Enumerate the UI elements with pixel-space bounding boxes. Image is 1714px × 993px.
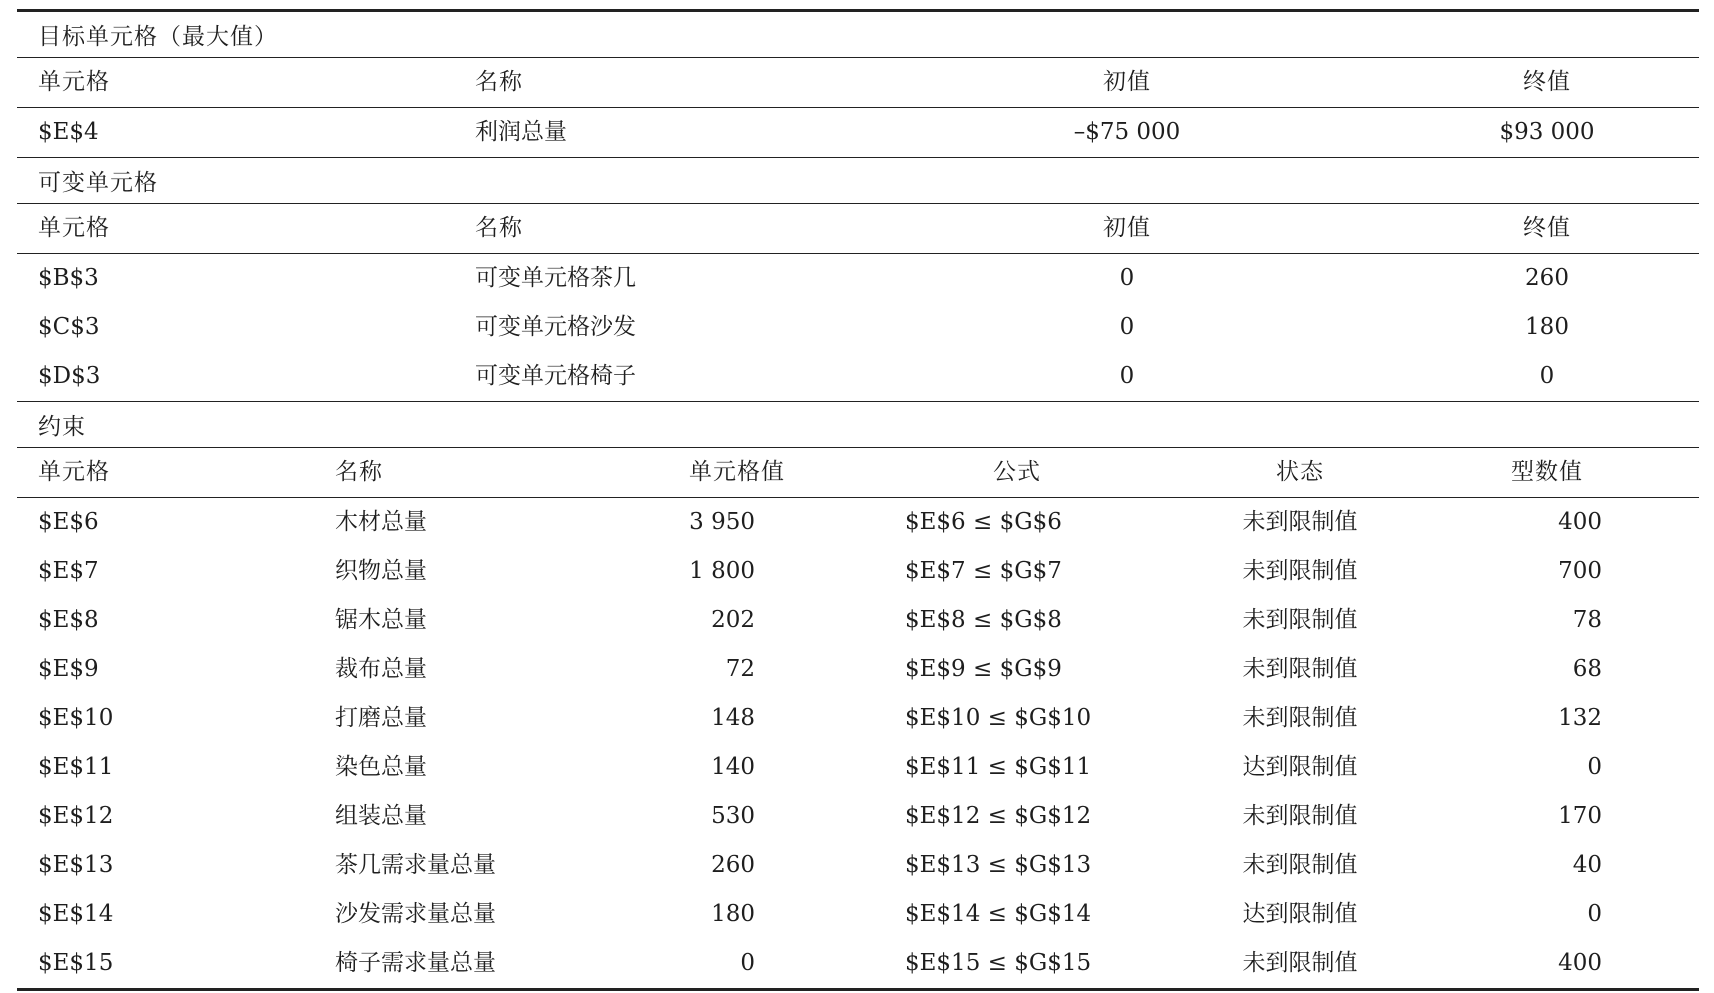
cell-value: 1 800 <box>689 558 755 584</box>
cell-ref: $E$10 <box>38 705 114 731</box>
bottom-rule <box>17 988 1699 991</box>
cell-name: 裁布总量 <box>335 656 427 682</box>
objective-title: 目标单元格（最大值） <box>38 24 278 50</box>
cell-initial: –$75 000 <box>1073 119 1181 145</box>
cell-name: 可变单元格沙发 <box>475 314 636 340</box>
objective-header-row <box>17 58 1699 107</box>
table-row <box>17 743 1699 792</box>
cell-ref: $D$3 <box>38 363 101 389</box>
cell-initial: 0 <box>1119 265 1135 291</box>
table-row <box>17 498 1699 547</box>
header-initial: 初值 <box>1103 69 1151 95</box>
cell-formula: $E$8 ≤ $G$8 <box>905 607 1062 633</box>
header-name: 名称 <box>475 69 523 95</box>
header-slack: 型数值 <box>1511 459 1583 485</box>
cell-final: 0 <box>1539 363 1555 389</box>
cell-value: 3 950 <box>689 509 755 535</box>
cell-formula: $E$12 ≤ $G$12 <box>905 803 1092 829</box>
constraints-section <box>17 402 1699 988</box>
header-name: 名称 <box>475 215 523 241</box>
cell-formula: $E$10 ≤ $G$10 <box>905 705 1092 731</box>
header-cell: 单元格 <box>38 69 110 95</box>
cell-status: 未到限制值 <box>1242 607 1358 633</box>
cell-slack: 68 <box>1572 656 1602 682</box>
cell-value: 530 <box>711 803 755 829</box>
cell-ref: $E$11 <box>38 754 114 780</box>
cell-initial: 0 <box>1119 363 1135 389</box>
cell-status: 未到限制值 <box>1242 950 1358 976</box>
variables-header-row <box>17 204 1699 253</box>
cell-formula: $E$11 ≤ $G$11 <box>905 754 1092 780</box>
constraints-header-row <box>17 448 1699 497</box>
header-status: 状态 <box>1276 459 1324 485</box>
cell-formula: $E$9 ≤ $G$9 <box>905 656 1062 682</box>
header-final: 终值 <box>1523 215 1571 241</box>
table-row <box>17 694 1699 743</box>
cell-final: 180 <box>1525 314 1569 340</box>
header-final: 终值 <box>1523 69 1571 95</box>
cell-status: 达到限制值 <box>1242 754 1358 780</box>
cell-value: 202 <box>711 607 755 633</box>
cell-ref: $E$4 <box>38 119 99 145</box>
table-row <box>17 254 1699 303</box>
table-row <box>17 303 1699 352</box>
cell-ref: $E$6 <box>38 509 99 535</box>
cell-name: 可变单元格茶几 <box>475 265 636 291</box>
cell-ref: $B$3 <box>38 265 99 291</box>
cell-ref: $E$14 <box>38 901 114 927</box>
cell-name: 组装总量 <box>335 803 427 829</box>
cell-name: 沙发需求量总量 <box>335 901 496 927</box>
cell-final: 260 <box>1525 265 1569 291</box>
cell-slack: 400 <box>1558 509 1602 535</box>
cell-final: $93 000 <box>1499 119 1595 145</box>
header-cell: 单元格 <box>38 459 110 485</box>
cell-formula: $E$6 ≤ $G$6 <box>905 509 1062 535</box>
cell-formula: $E$14 ≤ $G$14 <box>905 901 1092 927</box>
cell-slack: 170 <box>1558 803 1602 829</box>
cell-status: 未到限制值 <box>1242 509 1358 535</box>
cell-name: 打磨总量 <box>335 705 427 731</box>
table-row <box>17 939 1699 988</box>
cell-name: 利润总量 <box>475 119 567 145</box>
cell-status: 未到限制值 <box>1242 803 1358 829</box>
table-row <box>17 352 1699 401</box>
header-name: 名称 <box>335 459 383 485</box>
solver-report <box>17 9 1699 991</box>
table-row <box>17 547 1699 596</box>
cell-name: 锯木总量 <box>335 607 427 633</box>
cell-value: 140 <box>711 754 755 780</box>
cell-status: 未到限制值 <box>1242 558 1358 584</box>
table-row <box>17 841 1699 890</box>
variables-section <box>17 158 1699 401</box>
table-row <box>17 890 1699 939</box>
cell-status: 未到限制值 <box>1242 656 1358 682</box>
objective-section <box>17 12 1699 157</box>
cell-ref: $E$9 <box>38 656 99 682</box>
cell-slack: 0 <box>1587 901 1602 927</box>
table-row <box>17 108 1699 157</box>
table-row <box>17 596 1699 645</box>
table-row <box>17 645 1699 694</box>
cell-slack: 78 <box>1572 607 1602 633</box>
cell-status: 未到限制值 <box>1242 705 1358 731</box>
cell-name: 茶几需求量总量 <box>335 852 496 878</box>
cell-slack: 400 <box>1558 950 1602 976</box>
cell-slack: 40 <box>1572 852 1602 878</box>
cell-name: 木材总量 <box>335 509 427 535</box>
cell-status: 达到限制值 <box>1242 901 1358 927</box>
constraints-title: 约束 <box>38 414 86 440</box>
cell-value: 0 <box>740 950 755 976</box>
cell-ref: $E$15 <box>38 950 114 976</box>
cell-ref: $E$7 <box>38 558 99 584</box>
cell-ref: $E$8 <box>38 607 99 633</box>
cell-initial: 0 <box>1119 314 1135 340</box>
cell-name: 椅子需求量总量 <box>335 950 496 976</box>
header-cell: 单元格 <box>38 215 110 241</box>
cell-name: 织物总量 <box>335 558 427 584</box>
cell-formula: $E$7 ≤ $G$7 <box>905 558 1062 584</box>
header-initial: 初值 <box>1103 215 1151 241</box>
cell-formula: $E$15 ≤ $G$15 <box>905 950 1092 976</box>
cell-slack: 132 <box>1558 705 1602 731</box>
cell-slack: 0 <box>1587 754 1602 780</box>
cell-name: 可变单元格椅子 <box>475 363 636 389</box>
cell-value: 260 <box>711 852 755 878</box>
header-formula: 公式 <box>993 459 1041 485</box>
cell-value: 148 <box>711 705 755 731</box>
cell-formula: $E$13 ≤ $G$13 <box>905 852 1092 878</box>
cell-value: 72 <box>725 656 755 682</box>
cell-ref: $E$13 <box>38 852 114 878</box>
table-row <box>17 792 1699 841</box>
variables-title: 可变单元格 <box>38 170 158 196</box>
cell-ref: $E$12 <box>38 803 114 829</box>
cell-ref: $C$3 <box>38 314 100 340</box>
header-cell-value: 单元格值 <box>689 459 785 485</box>
cell-slack: 700 <box>1558 558 1602 584</box>
cell-name: 染色总量 <box>335 754 427 780</box>
cell-value: 180 <box>711 901 755 927</box>
cell-status: 未到限制值 <box>1242 852 1358 878</box>
